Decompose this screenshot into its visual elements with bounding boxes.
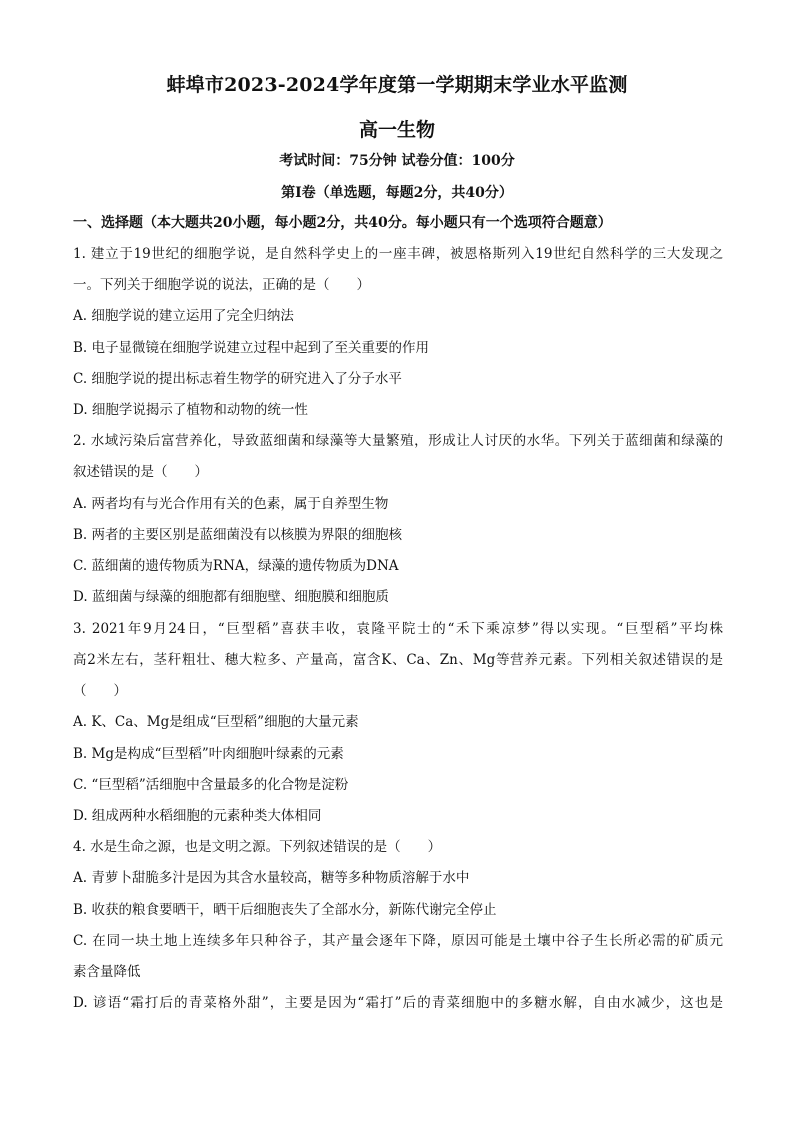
exam-info: 考试时间：75分钟 试卷分值：100分 bbox=[279, 153, 515, 169]
question-2-option-d: D. 蓝细菌与绿藻的细胞都有细胞壁、细胞膜和细胞质 bbox=[73, 589, 389, 605]
question-1-option-b: B. 电子显微镜在细胞学说建立过程中起到了至关重要的作用 bbox=[73, 340, 430, 356]
question-1-option-a: A. 细胞学说的建立运用了完全归纳法 bbox=[73, 308, 294, 324]
question-1-option-d: D. 细胞学说揭示了植物和动物的统一性 bbox=[73, 402, 308, 418]
question-4-option-a: A. 青萝卜甜脆多汁是因为其含水量较高，糖等多种物质溶解于水中 bbox=[73, 870, 470, 886]
exam-title: 蚌埠市2023-2024学年度第一学期期末学业水平监测 bbox=[166, 74, 628, 96]
question-2-stem-line-2: 叙述错误的是（ ） bbox=[73, 464, 208, 480]
question-1-stem-line-1: 1. 建立于19世纪的细胞学说，是自然科学史上的一座丰碑，被恩格斯列入19世纪自然科学的三大发现之 bbox=[73, 246, 723, 262]
question-4-option-d: D. 谚语“霜打后的青菜格外甜”，主要是因为“霜打”后的青菜细胞中的多糖水解，自由水减少，这也是 bbox=[73, 995, 723, 1011]
question-3-option-b: B. Mg是构成“巨型稻”叶肉细胞叶绿素的元素 bbox=[73, 746, 344, 762]
question-2-option-b: B. 两者的主要区别是蓝细菌没有以核膜为界限的细胞核 bbox=[73, 527, 403, 543]
question-1-option-c: C. 细胞学说的提出标志着生物学的研究进入了分子水平 bbox=[73, 371, 402, 387]
section-heading: 一、选择题（本大题共20小题，每小题2分，共40分。每小题只有一个选项符合题意） bbox=[73, 215, 612, 231]
question-1-stem-line-2: 一。下列关于细胞学说的说法，正确的是（ ） bbox=[73, 277, 370, 293]
question-3-stem-line-3: （ ） bbox=[73, 683, 127, 699]
question-3-option-c: C. “巨型稻”活细胞中含量最多的化合物是淀粉 bbox=[73, 777, 349, 793]
question-3-option-a: A. K、Ca、Mg是组成“巨型稻”细胞的大量元素 bbox=[73, 714, 359, 730]
volume-heading: 第Ⅰ卷（单选题，每题2分，共40分） bbox=[281, 185, 513, 201]
question-3-stem-line-2: 高2米左右，茎秆粗壮、穗大粒多、产量高，富含K、Ca、Zn、Mg等营养元素。下列相关叙述错误的是 bbox=[73, 652, 723, 668]
question-4-option-c-line-2: 素含量降低 bbox=[73, 964, 141, 980]
question-2-option-a: A. 两者均有与光合作用有关的色素，属于自养型生物 bbox=[73, 496, 389, 512]
question-2-stem-line-1: 2. 水域污染后富营养化，导致蓝细菌和绿藻等大量繁殖，形成让人讨厌的水华。下列关于蓝细菌和绿藻的 bbox=[73, 433, 723, 449]
subject-title: 高一生物 bbox=[358, 119, 435, 141]
question-3-option-d: D. 组成两种水稻细胞的元素种类大体相同 bbox=[73, 808, 322, 824]
question-4-option-b: B. 收获的粮食要晒干，晒干后细胞丧失了全部水分，新陈代谢完全停止 bbox=[73, 902, 497, 918]
question-4-stem-line-1: 4. 水是生命之源，也是文明之源。下列叙述错误的是（ ） bbox=[73, 839, 442, 855]
question-2-option-c: C. 蓝细菌的遗传物质为RNA，绿藻的遗传物质为DNA bbox=[73, 558, 399, 574]
question-4-option-c-line-1: C. 在同一块土地上连续多年只种谷子，其产量会逐年下降，原因可能是土壤中谷子生长所必需的矿质元 bbox=[73, 933, 723, 949]
question-3-stem-line-1: 3. 2021年9月24日，“巨型稻”喜获丰收，袁隆平院士的“禾下乘凉梦”得以实现。“巨型稻”平均株 bbox=[73, 621, 723, 637]
